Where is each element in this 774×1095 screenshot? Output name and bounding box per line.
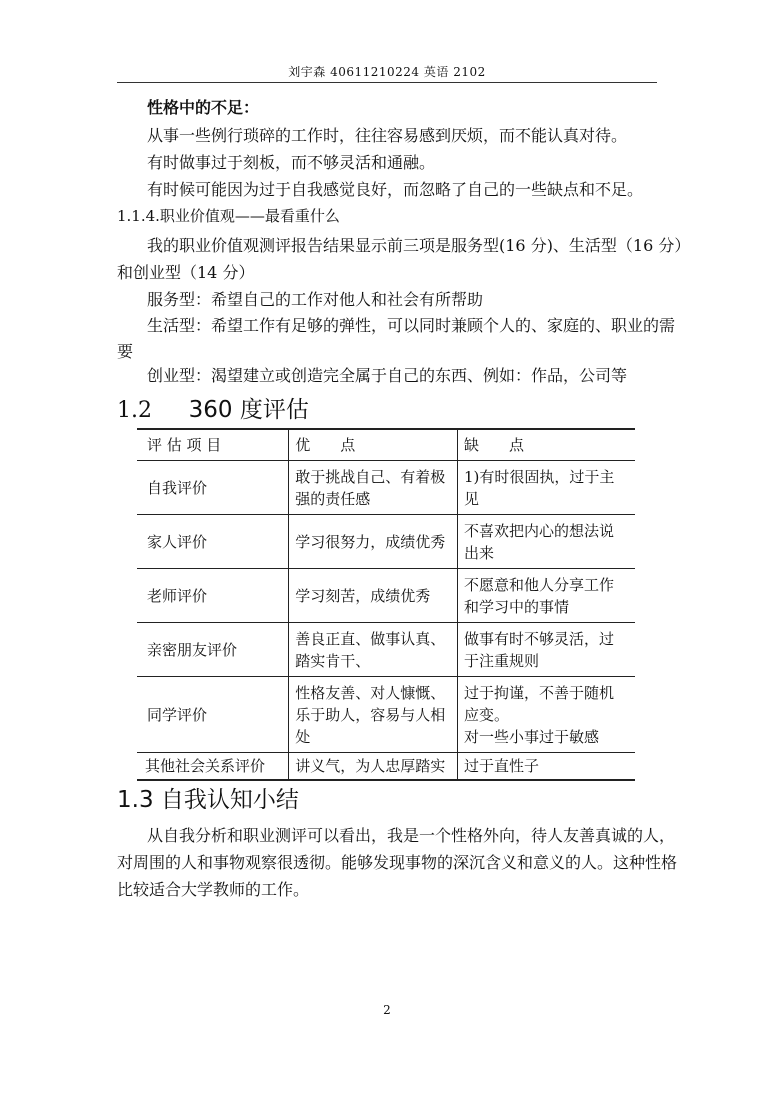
cell-item: 自我评价 <box>137 461 289 515</box>
cell-pros: 讲义气，为人忠厚踏实 <box>289 753 458 781</box>
cell-pros: 敢于挑战自己、有着极强的责任感 <box>289 461 458 515</box>
shortcoming-line: 有时做事过于刻板，而不够灵活和通融。 <box>147 153 436 172</box>
cell-item: 其他社会关系评价 <box>137 753 289 781</box>
cell-pros: 善良正直、做事认真、踏实肯干、 <box>289 623 458 677</box>
startup-type-line: 创业型：渴望建立或创造完全属于自己的东西、例如：作品，公司等 <box>147 366 628 385</box>
section-title: 360 度评估 <box>188 397 309 423</box>
values-paragraph-line: 我的职业价值观测评报告结果显示前三项是服务型(16 分)、生活型（16 分） <box>147 236 691 255</box>
section-heading-360 <box>117 396 309 425</box>
header-pros: 优 点 <box>289 429 458 461</box>
life-type-line: 要 <box>117 342 134 361</box>
cell-item: 同学评价 <box>137 677 289 753</box>
cell-item: 家人评价 <box>137 515 289 569</box>
cell-cons: 做事有时不够灵活，过于注重规则 <box>458 623 635 677</box>
page-number: 2 <box>383 1003 391 1017</box>
table-row <box>137 461 635 515</box>
section-heading-summary: 1.3 自我认知小结 <box>117 787 299 813</box>
table-row <box>137 677 635 753</box>
service-type-line: 服务型：希望自己的工作对他人和社会有所帮助 <box>147 290 484 309</box>
cell-cons-line: 过于拘谨，不善于随机应变。 <box>464 683 615 724</box>
shortcomings-title: 性格中的不足： <box>147 98 260 117</box>
cell-cons-line: 对一些小事过于敏感 <box>464 727 600 746</box>
cell-item: 亲密朋友评价 <box>137 623 289 677</box>
table-row <box>137 515 635 569</box>
table-header-row <box>137 429 635 461</box>
cell-item: 老师评价 <box>137 569 289 623</box>
header-rule <box>117 82 657 83</box>
table-row <box>137 569 635 623</box>
cell-cons: 1)有时很固执，过于主见 <box>458 461 635 515</box>
cell-pros: 学习刻苦，成绩优秀 <box>289 569 458 623</box>
cell-pros: 学习很努力，成绩优秀 <box>289 515 458 569</box>
summary-line: 对周围的人和事物观察很透彻。能够发现事物的深沉含义和意义的人。这种性格 <box>117 853 678 872</box>
shortcoming-line: 有时候可能因为过于自我感觉良好，而忽略了自己的一些缺点和不足。 <box>147 180 644 199</box>
cell-cons: 过于直性子 <box>458 753 635 781</box>
evaluation-table <box>137 428 635 781</box>
page-header: 刘宇森 40611210224 英语 2102 <box>288 65 486 79</box>
values-heading: 1.1.4.职业价值观——最看重什么 <box>117 207 340 225</box>
life-type-line: 生活型：希望工作有足够的弹性，可以同时兼顾个人的、家庭的、职业的需 <box>147 316 676 335</box>
table-row <box>137 623 635 677</box>
summary-line: 从自我分析和职业测评可以看出，我是一个性格外向，待人友善真诚的人， <box>147 826 676 845</box>
cell-cons: 不喜欢把内心的想法说出来 <box>458 515 635 569</box>
table-row <box>137 753 635 781</box>
cell-cons <box>458 677 635 753</box>
section-number: 1.2 <box>117 398 152 423</box>
header-item: 评 估 项 目 <box>137 429 289 461</box>
summary-line: 比较适合大学教师的工作。 <box>117 880 310 899</box>
cell-cons: 不愿意和他人分享工作和学习中的事情 <box>458 569 635 623</box>
values-paragraph-line: 和创业型（14 分） <box>117 263 255 282</box>
cell-pros: 性格友善、对人慷慨、乐于助人，容易与人相处 <box>289 677 458 753</box>
header-cons: 缺 点 <box>458 429 635 461</box>
shortcoming-line: 从事一些例行琐碎的工作时，往往容易感到厌烦，而不能认真对待。 <box>147 126 628 145</box>
